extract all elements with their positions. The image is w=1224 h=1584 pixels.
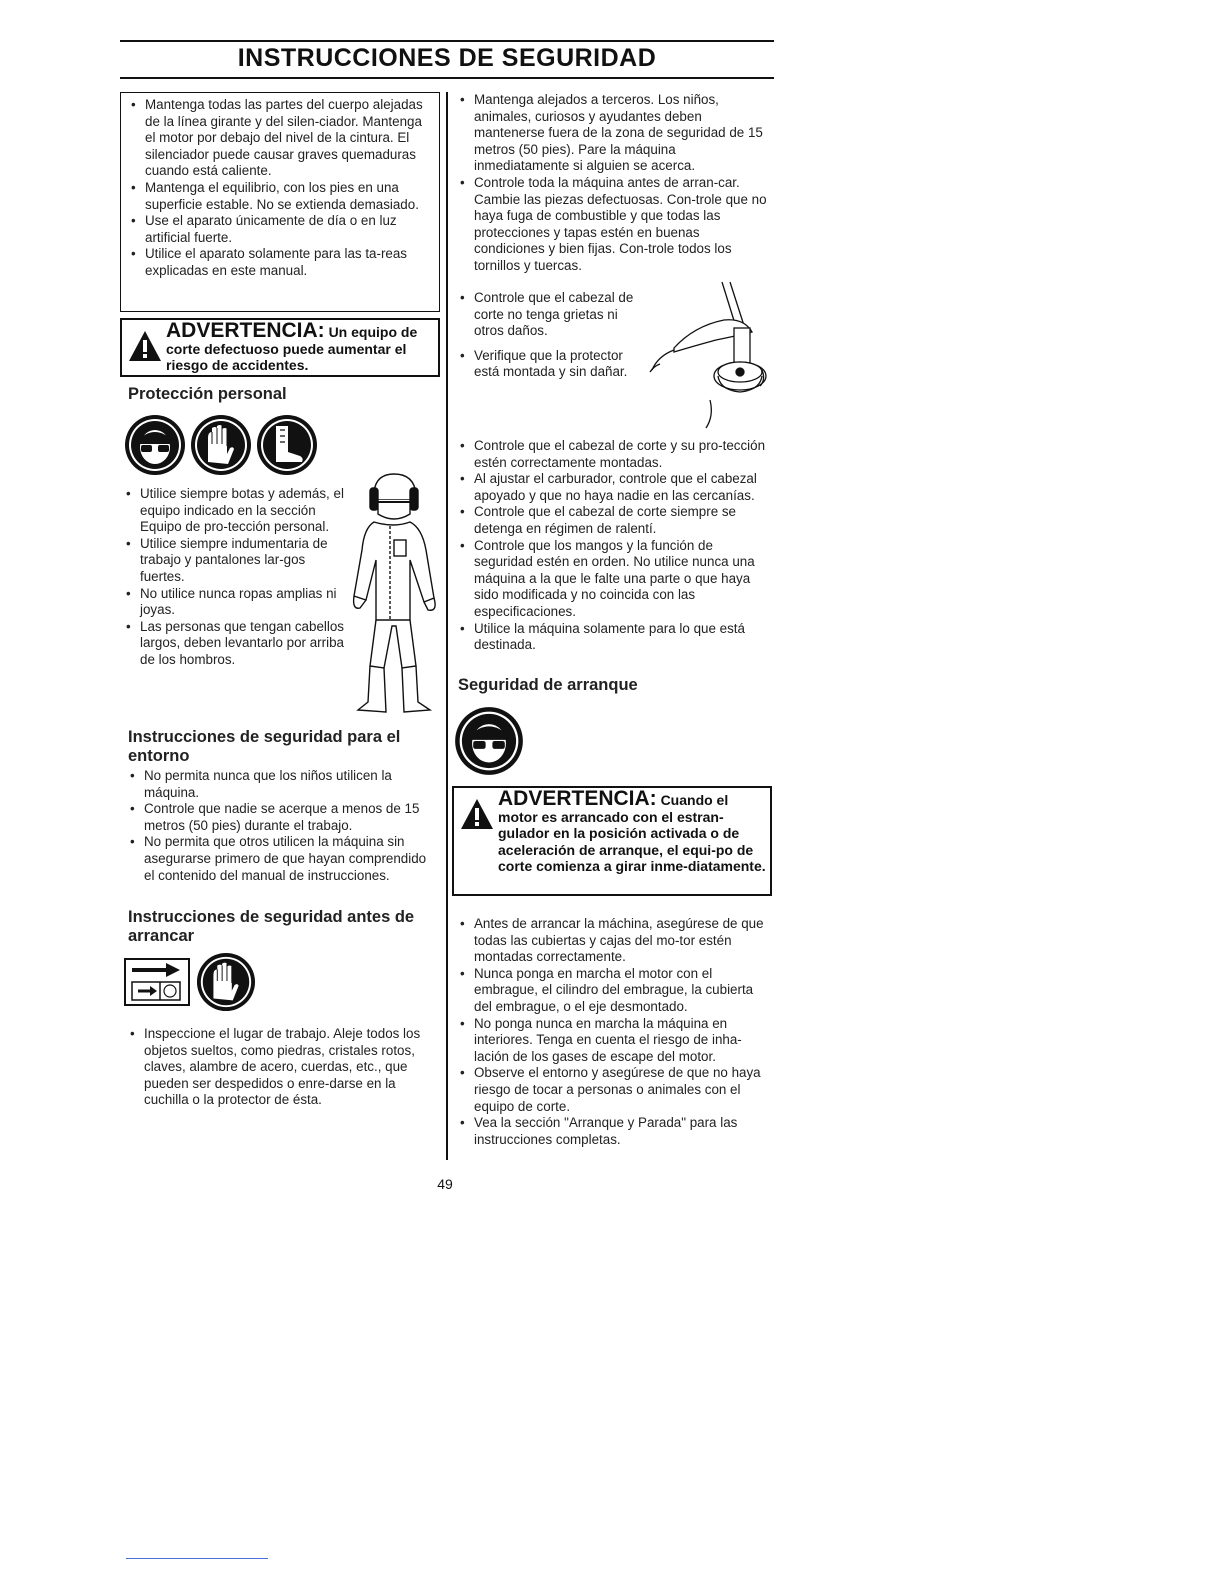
list-item: • Mantenga el equilibrio, con los pies en una superficie estable. No se extienda demasiado.: [125, 180, 425, 213]
list-item: • Mantenga todas las partes del cuerpo alejadas de la línea girante y del silen-ciador. Mantenga el motor por debajo del nivel de la cintura. El silenciador puede causar graves quemaduras cuando está caliente.: [125, 97, 425, 180]
right-cutting-head-list: [454, 290, 644, 381]
list-item: • Inspeccione el lugar de trabajo. Aleje todos los objetos sueltos, como piedras, cristales rotos, claves, alambre de acero, cuerdas, etc., que pueden ser despedidos o enre-darse en la cuchilla o la protector de ésta.: [124, 1026, 440, 1109]
list-item: • Mantenga alejados a terceros. Los niños, animales, curiosos y ayudantes deben mantenerse fuera de la zona de seguridad de 15 metros (50 pies). Pare la máquina inmediatamente si alguien se acerca.: [454, 92, 768, 175]
heading-personal-protection: Protección personal: [128, 385, 287, 403]
list-item: • No utilice nunca ropas amplias ni joyas.: [120, 586, 346, 619]
list-item: • Antes de arrancar la máchina, asegúrese de que todas las cubiertas y cajas del mo-tor estén montadas correctamente.: [454, 916, 772, 966]
warning-triangle-icon: [460, 798, 494, 830]
list-item: • Verifique que la protector está montada y sin dañar.: [454, 348, 644, 381]
heading-start-safety: Seguridad de arranque: [458, 676, 638, 694]
face-protection-icon: [124, 414, 186, 476]
warning-label: ADVERTENCIA:: [166, 319, 325, 342]
header-bottom-rule: [120, 77, 774, 79]
list-item: • Controle toda la máquina antes de arran-car. Cambie las piezas defectuosas. Con-trole que no haya fuga de combustible y que todas las protecciones y tapas estén en buenas condiciones y bien fijas. Con-trole todos los tornillos y tuercas.: [454, 175, 768, 275]
list-item: • Controle que nadie se acerque a menos de 15 metros (50 pies) durante el trabajo.: [124, 801, 440, 834]
right-top-list: [454, 92, 768, 275]
column-divider: [446, 92, 448, 1160]
warning-text: corte defectuoso puede aumentar el riesgo de accidentes.: [166, 340, 407, 373]
list-item: • Utilice el aparato solamente para las ta-reas explicadas en este manual.: [125, 246, 425, 279]
page-number: 49: [437, 1176, 453, 1192]
stop-switch-icon: [124, 958, 190, 1006]
list-item: • Utilice la máquina solamente para lo que está destinada.: [454, 621, 768, 654]
left-safety-box: [120, 92, 440, 312]
right-bottom-list: [454, 916, 772, 1148]
gloves-icon: [196, 952, 256, 1012]
list-item: • Controle que el cabezal de corte y su pro-tección estén correctamente montadas.: [454, 438, 768, 471]
warning-box-defective-equipment: [120, 318, 440, 377]
page-title: INSTRUCCIONES DE SEGURIDAD: [237, 44, 657, 72]
left-box-list: [125, 97, 425, 280]
list-item: • Utilice siempre botas y además, el equipo indicado en la sección Equipo de pro-tección personal.: [120, 486, 346, 536]
warning-triangle-icon: [128, 330, 162, 362]
right-middle-list: [454, 438, 768, 654]
list-item: • Las personas que tengan cabellos largos, deben levantarlo por arriba de los hombros.: [120, 619, 346, 669]
list-item: • No ponga nunca en marcha la máquina en interiores. Tenga en cuenta el riesgo de inha-lación de los gases de escape del motor.: [454, 1016, 772, 1066]
list-item: • Nunca ponga en marcha el motor con el embrague, el cilindro del embrague, la cubierta del embrague, o el eje desmontado.: [454, 966, 772, 1016]
warning-lead: Un equipo de: [328, 324, 418, 340]
list-item: • Utilice siempre indumentaria de trabajo y pantalones lar-gos fuertes.: [120, 536, 346, 586]
list-item: • No permita que otros utilicen la máquina sin asegurarse primero de que hayan comprendido el contenido del manual de instrucciones.: [124, 834, 440, 884]
list-item: • Controle que el cabezal de corte no tenga grietas ni otros daños.: [454, 290, 644, 340]
list-item: • No permita nunca que los niños utilicen la máquina.: [124, 768, 440, 801]
trimmer-head-illustration: [644, 280, 768, 430]
warning-text: motor es arrancado con el estran-gulador en la posición activada o de aceleración de arranque, el equi-po de corte comienza a girar inme-diatamente.: [498, 808, 766, 874]
personal-protection-list: [120, 486, 346, 669]
boots-icon: [256, 414, 318, 476]
heading-environment-safety: Instrucciones de seguridad para el entorno: [128, 728, 401, 765]
header-top-rule: [120, 40, 774, 42]
footer-link-underline: [126, 1558, 268, 1559]
gloves-icon: [190, 414, 252, 476]
list-item: • Use el aparato únicamente de día o en luz artificial fuerte.: [125, 213, 425, 246]
face-protection-icon: [454, 706, 524, 776]
list-item: • Observe el entorno y asegúrese de que no haya riesgo de tocar a personas o animales con el equipo de corte.: [454, 1065, 772, 1115]
warning-label: ADVERTENCIA:: [498, 787, 657, 810]
before-start-list: [124, 1026, 440, 1109]
warning-box-start-choke: [452, 786, 772, 896]
warning-lead: Cuando el: [660, 792, 729, 808]
list-item: • Controle que los mangos y la función de seguridad estén en orden. No utilice nunca una máquina a la que le falte una parte o que haya sido modificada y no coincida con las especificaciones.: [454, 538, 768, 621]
environment-list: [124, 768, 440, 884]
heading-before-start-safety: Instrucciones de seguridad antes de arrancar: [128, 908, 415, 945]
operator-in-protective-gear-illustration: [344, 470, 442, 722]
list-item: • Vea la sección "Arranque y Parada" para las instrucciones completas.: [454, 1115, 772, 1148]
list-item: • Al ajustar el carburador, controle que el cabezal apoyado y que no haya nadie en las cercanías.: [454, 471, 768, 504]
list-item: • Controle que el cabezal de corte siempre se detenga en régimen de ralentí.: [454, 504, 768, 537]
